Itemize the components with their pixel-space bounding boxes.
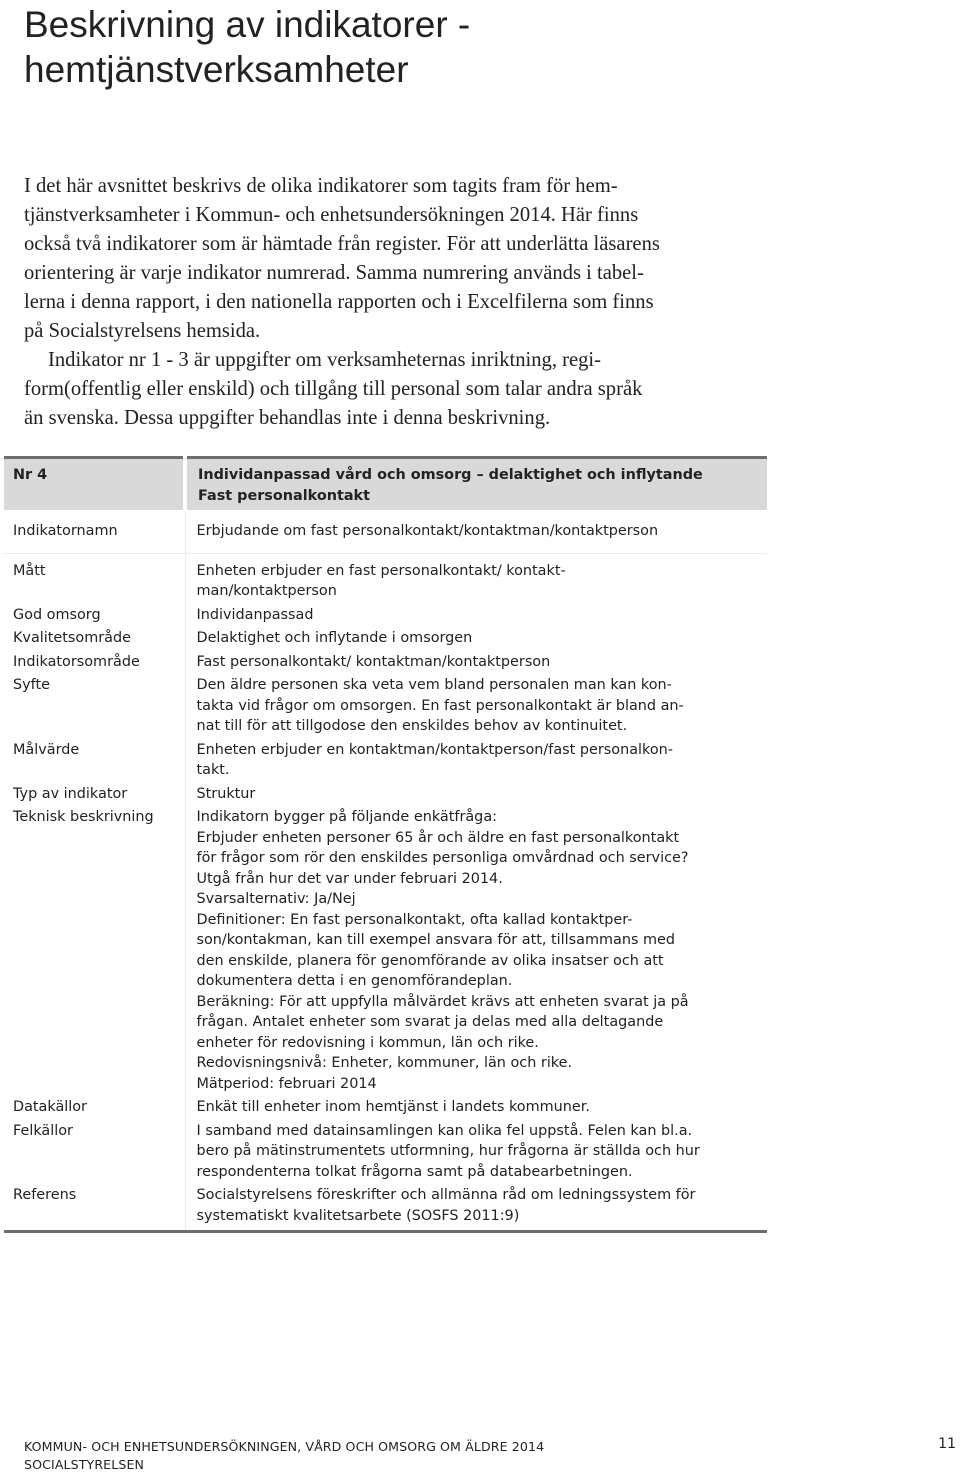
intro-paragraph-1: [24, 172, 774, 346]
row-value-malvarde: [185, 737, 767, 781]
table-row: [4, 1094, 767, 1118]
row-key-kvalitetsomrade: Kvalitetsområde: [4, 625, 185, 649]
row-value-referens: [185, 1182, 767, 1232]
value-line: frågan. Antalet enheter som svarat ja delas med alla deltagande: [196, 1014, 664, 1030]
value-line: Indikatorn bygger på följande enkätfråga:: [196, 809, 497, 825]
row-key-felkallor: Felkällor: [4, 1118, 185, 1183]
row-value-matt: [185, 553, 767, 602]
value-line: I samband med datainsamlingen kan olika fel uppstå. Felen kan bl.a.: [196, 1122, 693, 1139]
page-footer: [24, 1438, 544, 1474]
intro-line: orientering är varje indikator numrerad. Samma numrering används i tabel-: [24, 262, 644, 284]
row-key-referens: Referens: [4, 1182, 185, 1232]
intro-line: än svenska. Dessa uppgifter behandlas inte i denna beskrivning.: [24, 407, 551, 429]
indicator-heading-line: Individanpassad vård och omsorg – delaktighet och inflytande: [198, 467, 703, 483]
page-title: [24, 2, 924, 92]
row-key-indikatorsomrade: Indikatorsområde: [4, 649, 185, 673]
row-value-kvalitetsomrade: [185, 625, 767, 649]
value-line: son/kontakman, kan till exempel ansvara för att, tillsammans med: [196, 932, 676, 948]
value-line: den enskilde, planera för genomförande av olika insatser och att: [196, 952, 664, 969]
row-key-god-omsorg: God omsorg: [4, 602, 185, 626]
value-line: Den äldre personen ska veta vem bland personalen man kan kon-: [196, 677, 672, 693]
row-value-indikatorsomrade: [185, 649, 767, 673]
value-line: Erbjuder enheten personer 65 år och äldre en fast personalkontakt: [196, 829, 680, 846]
intro-line: också två indikatorer som är hämtade från register. För att underlätta läsarens: [24, 233, 660, 255]
intro-line: på Socialstyrelsens hemsida.: [24, 320, 261, 342]
table-row: [4, 553, 767, 602]
row-value-syfte: [185, 672, 767, 737]
value-line: Individanpassad: [196, 606, 314, 623]
value-line: Enheten erbjuder en kontaktman/kontaktperson/fast personalkon-: [196, 741, 673, 758]
value-line: Definitioner: En fast personalkontakt, ofta kallad kontaktper-: [196, 911, 633, 928]
value-line: Struktur: [196, 785, 256, 802]
value-line: Utgå från hur det var under februari 2014.: [196, 870, 503, 887]
table-row: [4, 625, 767, 649]
table-row: [4, 737, 767, 781]
value-line: Enheten erbjuder en fast personalkontakt/ kontakt-: [196, 562, 566, 579]
value-line: Svarsalternativ: Ja/Nej: [196, 891, 356, 907]
intro-line: Indikator nr 1 - 3 är uppgifter om verksamheternas inriktning, regi-: [48, 349, 602, 371]
value-line: systematiskt kvalitetsarbete (SOSFS 2011:9): [196, 1207, 520, 1224]
indicator-heading: [185, 458, 767, 511]
value-line: dokumentera detta i en genomförandeplan.: [196, 973, 513, 989]
value-line: Redovisningsnivå: Enheter, kommuner, län och rike.: [196, 1055, 573, 1071]
indicator-number: Nr 4: [4, 458, 185, 511]
row-value-datakallor: [185, 1094, 767, 1118]
value-line: man/kontaktperson: [196, 583, 337, 599]
table-row: [4, 804, 767, 1094]
intro-line: form(offentlig eller enskild) och tillgång till personal som talar andra språk: [24, 378, 643, 400]
intro-line: lerna i denna rapport, i den nationella rapporten och i Excelfilerna som finns: [24, 291, 654, 313]
row-key-matt: Mått: [4, 553, 185, 602]
value-line: takt.: [196, 762, 230, 778]
value-line: Enkät till enheter inom hemtjänst i landets kommuner.: [196, 1099, 590, 1115]
row-key-datakallor: Datakällor: [4, 1094, 185, 1118]
table-row: [4, 781, 767, 805]
table-row: [4, 602, 767, 626]
value-line: Fast personalkontakt/ kontaktman/kontaktperson: [196, 653, 551, 670]
table-header-row: [4, 458, 767, 511]
row-key-malvarde: Målvärde: [4, 737, 185, 781]
value-line: Socialstyrelsens föreskrifter och allmänna råd om ledningssystem för: [196, 1187, 696, 1203]
value-line: Delaktighet och inflytande i omsorgen: [196, 630, 473, 646]
indicator-table: [4, 456, 767, 1233]
indicator-heading-line: Fast personalkontakt: [198, 487, 371, 504]
value-line: Beräkning: För att uppfylla målvärdet krävs att enheten svarat ja på: [196, 993, 689, 1010]
value-line: för frågor som rör den enskildes personliga omvårdnad och service?: [196, 850, 689, 866]
intro-text: [24, 172, 774, 433]
footer-publisher: SOCIALSTYRELSEN: [24, 1457, 145, 1472]
row-value-typ-av-indikator: [185, 781, 767, 805]
value-line: nat till för att tillgodose den enskildes behov av kontinuitet.: [196, 718, 628, 734]
row-value-indikatornamn: [185, 510, 767, 553]
page-title-line-2: hemtjänstverksamheter: [24, 49, 409, 90]
intro-line: I det här avsnittet beskrivs de olika indikatorer som tagits fram för hem-: [24, 175, 618, 197]
footer-report-title: KOMMUN- OCH ENHETSUNDERSÖKNINGEN, VÅRD OCH OMSORG OM ÄLDRE 2014: [24, 1439, 545, 1454]
value-line: takta vid frågor om omsorgen. En fast personalkontakt är bland an-: [196, 697, 684, 714]
value-line: Erbjudande om fast personalkontakt/kontaktman/kontaktperson: [196, 523, 659, 539]
value-line: Mätperiod: februari 2014: [196, 1075, 377, 1092]
table-row: [4, 672, 767, 737]
row-key-typ-av-indikator: Typ av indikator: [4, 781, 185, 805]
table-row: [4, 649, 767, 673]
table-row: [4, 1118, 767, 1183]
page-number: 11: [938, 1436, 956, 1452]
intro-paragraph-2: [24, 346, 774, 433]
intro-line: tjänstverksamheter i Kommun- och enhetsundersökningen 2014. Här finns: [24, 204, 639, 226]
row-value-felkallor: [185, 1118, 767, 1183]
value-line: enheter för redovisning i kommun, län och rike.: [196, 1034, 539, 1051]
row-value-god-omsorg: [185, 602, 767, 626]
row-key-syfte: Syfte: [4, 672, 185, 737]
value-line: respondenterna tolkat frågorna samt på databearbetningen.: [196, 1163, 633, 1180]
row-key-indikatornamn: Indikatornamn: [4, 510, 185, 553]
page-title-line-1: Beskrivning av indikatorer -: [24, 4, 471, 45]
value-line: bero på mätinstrumentets utformning, hur frågorna är ställda och hur: [196, 1143, 700, 1159]
table-row: [4, 1182, 767, 1232]
row-key-teknisk-beskrivning: Teknisk beskrivning: [4, 804, 185, 1094]
table-row: [4, 510, 767, 553]
row-value-teknisk-beskrivning: [185, 804, 767, 1094]
